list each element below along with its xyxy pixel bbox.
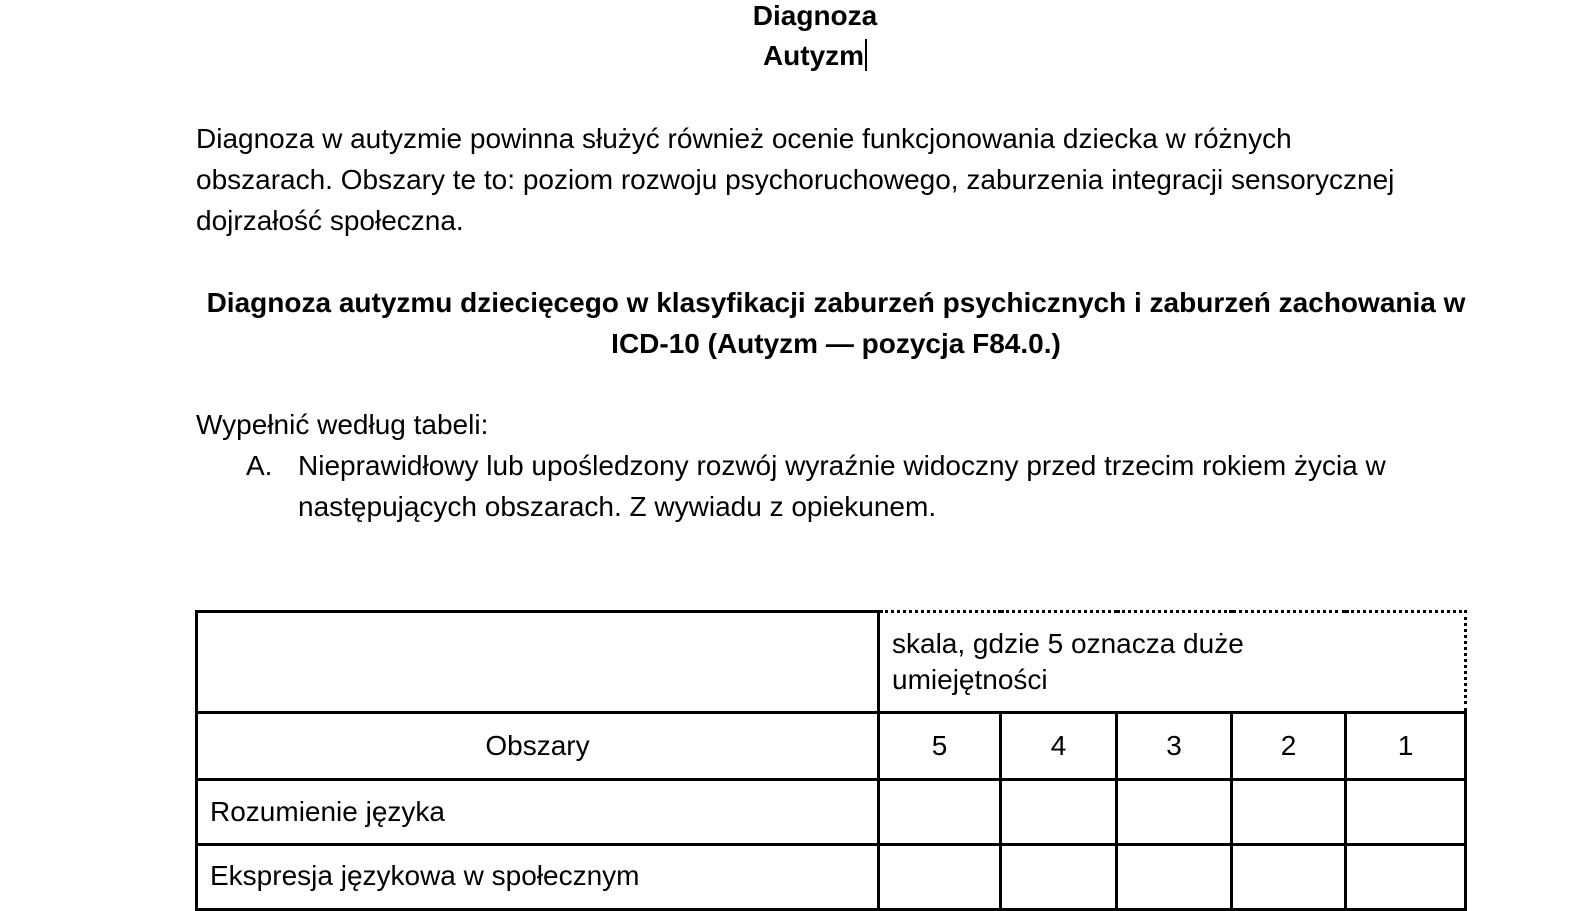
score-cell[interactable] xyxy=(1001,845,1117,910)
score-cell[interactable] xyxy=(1232,845,1346,910)
score-cell[interactable] xyxy=(1001,780,1117,845)
intro-paragraph[interactable]: Diagnoza w autyzmie powinna służyć również ocenie funkcjonowania dziecka w różnych obszarach. Obszary te to: poziom rozwoju psychoruchowego, zaburzenia integracji sensorycznej dojrzałość społeczna. xyxy=(196,123,1395,236)
text-cursor xyxy=(865,39,867,71)
title-line-1: Diagnoza xyxy=(752,0,878,31)
table-empty-corner-cell[interactable] xyxy=(197,612,879,713)
title-line-2: Autyzm xyxy=(762,40,865,71)
score-cell[interactable] xyxy=(1117,780,1232,845)
scale-3-header-cell[interactable]: 3 xyxy=(1117,713,1232,780)
table-header-row xyxy=(197,612,1466,713)
scale-2-header-cell[interactable]: 2 xyxy=(1232,713,1346,780)
score-cell[interactable] xyxy=(1232,780,1346,845)
score-cell[interactable] xyxy=(879,845,1001,910)
scale-4-header-cell[interactable]: 4 xyxy=(1001,713,1117,780)
score-cell[interactable] xyxy=(1117,845,1232,910)
scale-header-text: skala, gdzie 5 oznacza duże umiejętności xyxy=(892,628,1244,695)
list-marker: A. xyxy=(246,450,273,481)
fill-instruction: Wypełnić według tabeli: xyxy=(196,409,489,440)
area-header-cell[interactable]: Obszary xyxy=(197,713,879,780)
scale-header-cell[interactable] xyxy=(879,612,1466,713)
score-cell[interactable] xyxy=(1346,780,1466,845)
scale-5-header-cell[interactable]: 5 xyxy=(879,713,1001,780)
scale-1-header-cell[interactable]: 1 xyxy=(1346,713,1466,780)
table-column-headers-row xyxy=(197,713,1466,780)
score-cell[interactable] xyxy=(1346,845,1466,910)
area-cell[interactable]: Ekspresja językowa w społecznym xyxy=(197,845,879,910)
list-item-text[interactable]: Nieprawidłowy lub upośledzony rozwój wyraźnie widoczny przed trzecim rokiem życia w następujących obszarach. Z wywiadu z opiekunem. xyxy=(298,450,1386,522)
area-cell[interactable]: Rozumienie języka xyxy=(197,780,879,845)
assessment-table xyxy=(195,610,1467,911)
document-subtitle xyxy=(0,36,1578,76)
table-row xyxy=(197,845,1466,910)
document-title xyxy=(0,0,1578,36)
score-cell[interactable] xyxy=(879,780,1001,845)
table-row xyxy=(197,780,1466,845)
section-heading: Diagnoza autyzmu dziecięcego w klasyfikacji zaburzeń psychicznych i zaburzeń zachowania w ICD-10 (Autyzm — pozycja F84.0.) xyxy=(206,287,1466,359)
